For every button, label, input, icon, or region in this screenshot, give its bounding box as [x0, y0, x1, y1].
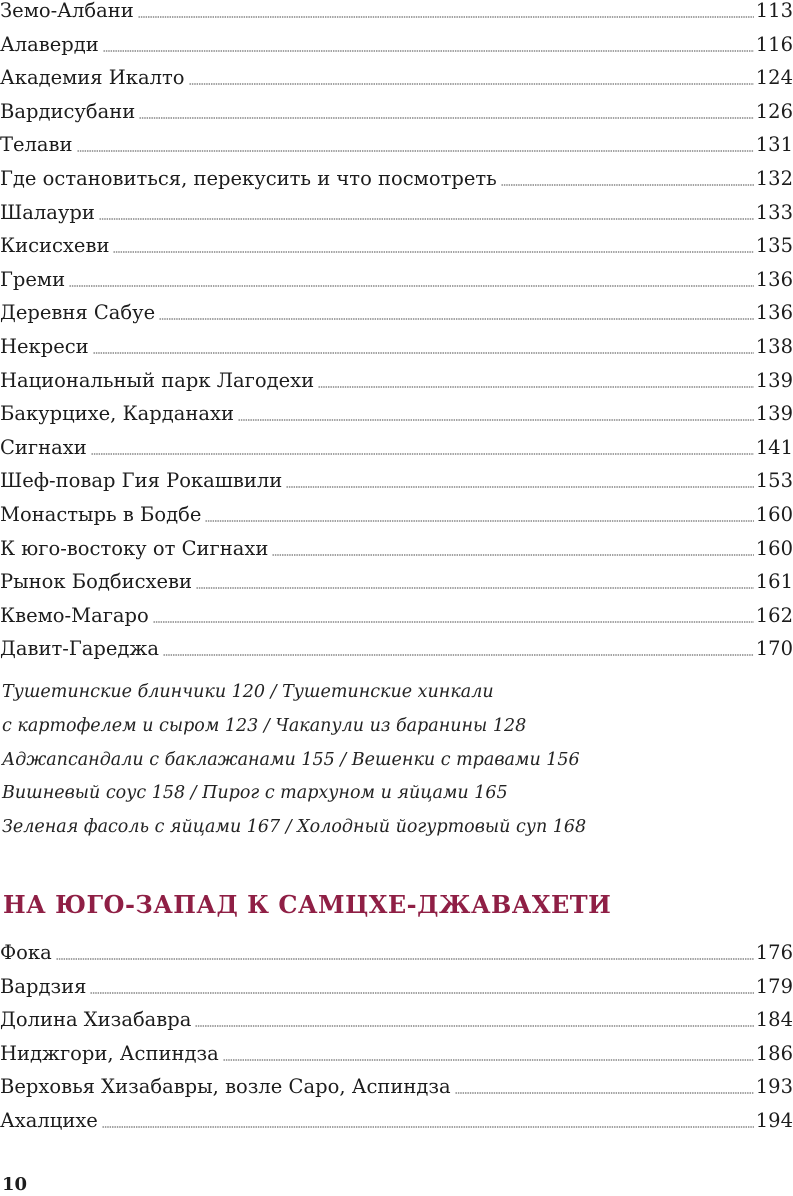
toc-entry-page: 139 — [755, 368, 793, 392]
toc-entry-title: Некреси — [0, 334, 89, 358]
toc-entry-page: 186 — [755, 1041, 793, 1065]
toc-entry[interactable] — [0, 464, 793, 498]
toc-entry[interactable] — [0, 970, 793, 1004]
toc-entry[interactable] — [0, 1037, 793, 1071]
recipe-line: Зеленая фасоль с яйцами 167 / Холодный йогуртовый суп 168 — [2, 817, 587, 838]
dot-leader — [195, 1003, 753, 1037]
dot-leader — [69, 263, 754, 297]
toc-entry[interactable] — [0, 364, 793, 398]
section-heading: НА ЮГО-ЗАПАД К САМЦХЕ-ДЖАВАХЕТИ — [3, 890, 612, 919]
toc-entry-title: Где остановиться, перекусить и что посмотреть — [0, 166, 497, 190]
dot-leader — [238, 397, 754, 431]
dot-leader — [196, 565, 754, 599]
toc-entry-title: Долина Хизабавра — [0, 1008, 192, 1032]
dot-leader — [189, 61, 754, 95]
toc-entry[interactable] — [0, 532, 793, 566]
dot-leader — [223, 1037, 754, 1071]
toc-entry-page: 160 — [755, 536, 793, 560]
toc-entry-title: Верховья Хизабавры, возле Саро, Аспиндза — [0, 1075, 451, 1099]
dot-leader — [139, 95, 754, 129]
toc-entry[interactable] — [0, 28, 793, 62]
toc-entry-page: 116 — [755, 32, 793, 56]
dot-leader — [455, 1070, 754, 1104]
toc-entry[interactable] — [0, 1070, 793, 1104]
toc-entry[interactable] — [0, 0, 793, 28]
toc-entry-page: 136 — [755, 267, 793, 291]
toc-entry[interactable] — [0, 936, 793, 970]
toc-entry-title: К юго-востоку от Сигнахи — [0, 536, 269, 560]
toc-entry-page: 135 — [755, 234, 793, 258]
toc-entry-title: Рынок Бодбисхеви — [0, 570, 193, 594]
dot-leader — [91, 431, 754, 465]
toc-entry-title: Академия Икалто — [0, 66, 185, 90]
dot-leader — [102, 1104, 754, 1138]
toc-entry[interactable] — [0, 128, 793, 162]
toc-entry-title: Фока — [0, 941, 52, 964]
dot-leader — [501, 162, 754, 196]
toc-entry-title: Деревня Сабуе — [0, 301, 156, 325]
toc-entry[interactable] — [0, 296, 793, 330]
toc-entry-title: Монастырь в Бодбе — [0, 502, 202, 526]
toc-entry-title: Алаверди — [0, 32, 99, 56]
toc-entry[interactable] — [0, 330, 793, 364]
recipes-list — [2, 676, 792, 845]
dot-leader — [138, 0, 754, 28]
toc-entry[interactable] — [0, 95, 793, 129]
recipe-line: с картофелем и сыром 123 / Чакапули из баранины 128 — [2, 715, 527, 736]
toc-list-samtskhe — [0, 936, 793, 1138]
toc-entry-page: 160 — [755, 502, 793, 526]
toc-entry[interactable] — [0, 162, 793, 196]
toc-entry-page: 136 — [755, 301, 793, 325]
toc-entry-title: Национальный парк Лагодехи — [0, 368, 315, 392]
toc-entry[interactable] — [0, 431, 793, 465]
dot-leader — [90, 970, 753, 1004]
dot-leader — [99, 196, 754, 230]
toc-entry[interactable] — [0, 599, 793, 633]
toc-entry-page: 132 — [755, 166, 793, 190]
toc-entry-page: 176 — [755, 941, 793, 964]
toc-entry-page: 113 — [755, 0, 793, 22]
toc-entry-title: Ниджгори, Аспиндза — [0, 1041, 219, 1065]
toc-entry-page: 141 — [755, 435, 793, 459]
dot-leader — [77, 128, 754, 162]
toc-entry-page: 184 — [755, 1008, 793, 1032]
toc-entry[interactable] — [0, 196, 793, 230]
toc-entry-title: Греми — [0, 267, 66, 291]
toc-entry-title: Телави — [0, 133, 73, 157]
toc-entry-page: 161 — [755, 570, 793, 594]
toc-entry[interactable] — [0, 229, 793, 263]
toc-entry-page: 170 — [755, 637, 793, 661]
toc-entry-title: Шалаури — [0, 200, 95, 224]
toc-entry-page: 139 — [755, 402, 793, 426]
toc-entry[interactable] — [0, 1003, 793, 1037]
recipe-line: Вишневый соус 158 / Пирог с тархуном и яйцами 165 — [2, 783, 508, 804]
toc-entry-page: 131 — [755, 133, 793, 157]
toc-entry-title: Бакурцихе, Карданахи — [0, 402, 235, 426]
toc-entry-title: Вардисубани — [0, 99, 136, 123]
toc-entry-title: Шеф-повар Гия Рокашвили — [0, 469, 283, 493]
dot-leader — [93, 330, 754, 364]
dot-leader — [113, 229, 753, 263]
toc-entry-title: Давит-Гареджа — [0, 637, 159, 661]
toc-entry-title: Квемо-Магаро — [0, 603, 149, 627]
toc-entry[interactable] — [0, 1104, 793, 1138]
toc-entry-title: Земо-Албани — [0, 0, 134, 22]
page-number: 10 — [2, 1174, 28, 1195]
toc-entry-title: Ахалцихе — [0, 1108, 98, 1132]
toc-entry-page: 162 — [755, 603, 793, 627]
toc-entry[interactable] — [0, 565, 793, 599]
toc-entry-title: Кисисхеви — [0, 234, 110, 258]
toc-entry-page: 194 — [755, 1108, 793, 1132]
toc-entry-page: 138 — [755, 334, 793, 358]
toc-entry[interactable] — [0, 61, 793, 95]
dot-leader — [163, 632, 754, 666]
toc-entry-page: 124 — [755, 66, 793, 90]
toc-entry[interactable] — [0, 498, 793, 532]
toc-entry-title: Вардзия — [0, 974, 87, 998]
toc-entry-page: 126 — [755, 99, 793, 123]
recipe-line: Тушетинские блинчики 120 / Тушетинские хинкали — [2, 682, 494, 702]
toc-entry-page: 153 — [755, 469, 793, 493]
toc-entry-page: 179 — [755, 974, 793, 998]
dot-leader — [318, 364, 754, 398]
dot-leader — [56, 936, 754, 970]
toc-entry[interactable] — [0, 263, 793, 297]
recipe-line: Аджапсандали с баклажанами 155 / Вешенки с травами 156 — [2, 749, 580, 770]
toc-entry-page: 133 — [755, 200, 793, 224]
dot-leader — [205, 498, 753, 532]
dot-leader — [103, 28, 754, 62]
dot-leader — [159, 296, 754, 330]
toc-entry-page: 193 — [755, 1075, 793, 1099]
dot-leader — [272, 532, 753, 566]
dot-leader — [286, 464, 754, 498]
toc-entry-title: Сигнахи — [0, 435, 87, 459]
dot-leader — [153, 599, 754, 633]
toc-entry[interactable] — [0, 397, 793, 431]
toc-entry[interactable] — [0, 632, 793, 666]
